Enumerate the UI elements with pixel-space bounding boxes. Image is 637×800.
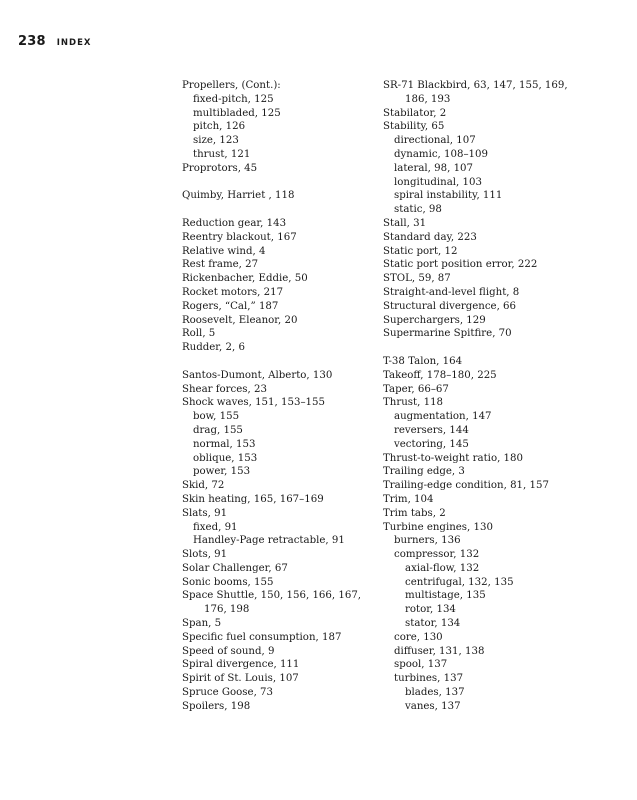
index-entry: Reentry blackout, 167 (182, 231, 297, 243)
page-number: 238 (18, 34, 46, 49)
index-subentry: core, 130 (394, 631, 443, 643)
index-subentry: fixed, 91 (193, 521, 238, 533)
index-gap (182, 203, 361, 217)
index-entry: Spiral divergence, 111 (182, 659, 300, 671)
index-entry: Turbine engines, 130 (383, 521, 493, 533)
index-entry: Thrust-to-weight ratio, 180 (383, 452, 523, 464)
index-subentry: spiral instability, 111 (394, 190, 503, 202)
index-entry: Relative wind, 4 (182, 245, 266, 257)
index-entry-continuation: 176, 198 (204, 604, 250, 616)
index-entry: Thrust, 118 (383, 397, 444, 409)
index-entry-continuation: 186, 193 (405, 93, 451, 105)
index-entry: Standard day, 223 (383, 231, 477, 243)
index-entry: Spoilers, 198 (182, 700, 251, 712)
index-subentry: stator, 134 (405, 618, 461, 630)
running-header (18, 30, 91, 49)
index-column-left (182, 79, 361, 714)
index-entry: Structural divergence, 66 (383, 300, 517, 312)
index-subentry: static, 98 (394, 204, 442, 216)
index-subentry: dynamic, 108–109 (394, 148, 488, 160)
index-entry: SR-71 Blackbird, 63, 147, 155, 169, (383, 80, 568, 91)
index-entry: Space Shuttle, 150, 156, 166, 167, (182, 590, 362, 602)
index-subentry: compressor, 132 (394, 549, 480, 561)
index-entry: Rogers, “Cal,” 187 (182, 300, 279, 312)
index-column-right (383, 79, 568, 714)
index-subentry: reversers, 144 (394, 424, 469, 436)
index-entry: Propellers, (Cont.): (182, 80, 281, 91)
index-subentry: spool, 137 (394, 659, 448, 671)
index-subentry: drag, 155 (193, 424, 243, 436)
index-entry: Shear forces, 23 (182, 383, 267, 395)
index-entry: Spirit of St. Louis, 107 (182, 673, 299, 685)
section-title: INDEX (56, 38, 92, 48)
index-entry: Solar Challenger, 67 (182, 562, 288, 574)
index-entry: Slots, 91 (182, 549, 228, 561)
index-entry: Roll, 5 (182, 328, 216, 340)
index-subentry: power, 153 (193, 466, 251, 478)
index-entry: Speed of sound, 9 (182, 645, 275, 657)
index-subentry: normal, 153 (193, 438, 256, 450)
index-entry: Span, 5 (182, 618, 222, 630)
index-subentry: directional, 107 (394, 135, 476, 147)
index-entry: Trailing-edge condition, 81, 157 (383, 480, 549, 492)
index-subentry: multistage, 135 (405, 590, 486, 602)
index-subentry: fixed-pitch, 125 (193, 93, 274, 105)
index-subentry: lateral, 98, 107 (394, 162, 474, 174)
index-entry: Stabilator, 2 (383, 107, 447, 119)
index-entry: Proprotors, 45 (182, 162, 258, 174)
index-subentry: vectoring, 145 (394, 438, 469, 450)
index-entry: Quimby, Harriet , 118 (182, 190, 295, 202)
index-entry: Specific fuel consumption, 187 (182, 631, 342, 643)
index-entry: Trailing edge, 3 (383, 466, 465, 478)
index-subentry: Handley-Page retractable, 91 (193, 535, 345, 547)
index-entry: Sonic booms, 155 (182, 576, 274, 588)
index-gap (383, 341, 568, 355)
index-entry: STOL, 59, 87 (383, 273, 451, 285)
index-subentry: centrifugal, 132, 135 (405, 576, 514, 588)
index-entry: Takeoff, 178–180, 225 (383, 369, 497, 381)
index-subentry: burners, 136 (394, 535, 461, 547)
index-entry: Superchargers, 129 (383, 314, 486, 326)
index-entry: Santos-Dumont, Alberto, 130 (182, 369, 333, 381)
index-entry: Stability, 65 (383, 121, 445, 133)
index-entry: Spruce Goose, 73 (182, 687, 274, 699)
index-entry: Rocket motors, 217 (182, 286, 284, 298)
index-subentry: augmentation, 147 (394, 411, 492, 423)
index-entry: Straight-and-level flight, 8 (383, 286, 520, 298)
index-subentry: thrust, 121 (193, 148, 251, 160)
index-entry: Rudder, 2, 6 (182, 342, 245, 354)
index-subentry: oblique, 153 (193, 452, 258, 464)
index-entry: Trim tabs, 2 (383, 507, 446, 519)
index-entry: Supermarine Spitfire, 70 (383, 328, 512, 340)
index-subentry: axial-flow, 132 (405, 562, 480, 574)
index-entry: Static port, 12 (383, 245, 458, 257)
index-subentry: diffuser, 131, 138 (394, 645, 485, 657)
index-subentry: bow, 155 (193, 411, 240, 423)
index-entry: Slats, 91 (182, 507, 228, 519)
index-entry: Skin heating, 165, 167–169 (182, 493, 324, 505)
index-entry: Skid, 72 (182, 480, 225, 492)
index-entry: Reduction gear, 143 (182, 217, 287, 229)
index-entry: Shock waves, 151, 153–155 (182, 397, 325, 409)
index-subentry: rotor, 134 (405, 604, 456, 616)
index-entry: Rickenbacher, Eddie, 50 (182, 273, 308, 285)
index-entry: T-38 Talon, 164 (383, 355, 463, 367)
index-subentry: vanes, 137 (405, 700, 461, 712)
index-subentry: pitch, 126 (193, 121, 246, 133)
index-gap (182, 355, 361, 369)
index-entry: Roosevelt, Eleanor, 20 (182, 314, 298, 326)
index-subentry: turbines, 137 (394, 673, 464, 685)
index-subentry: size, 123 (193, 135, 239, 147)
index-entry: Rest frame, 27 (182, 259, 259, 271)
index-entry: Trim, 104 (383, 493, 434, 505)
index-subentry: multibladed, 125 (193, 107, 281, 119)
index-subentry: longitudinal, 103 (394, 176, 482, 188)
index-subentry: blades, 137 (405, 687, 465, 699)
index-entry: Static port position error, 222 (383, 259, 538, 271)
index-gap (182, 176, 361, 190)
index-entry: Taper, 66–67 (383, 383, 449, 395)
index-entry: Stall, 31 (383, 217, 427, 229)
